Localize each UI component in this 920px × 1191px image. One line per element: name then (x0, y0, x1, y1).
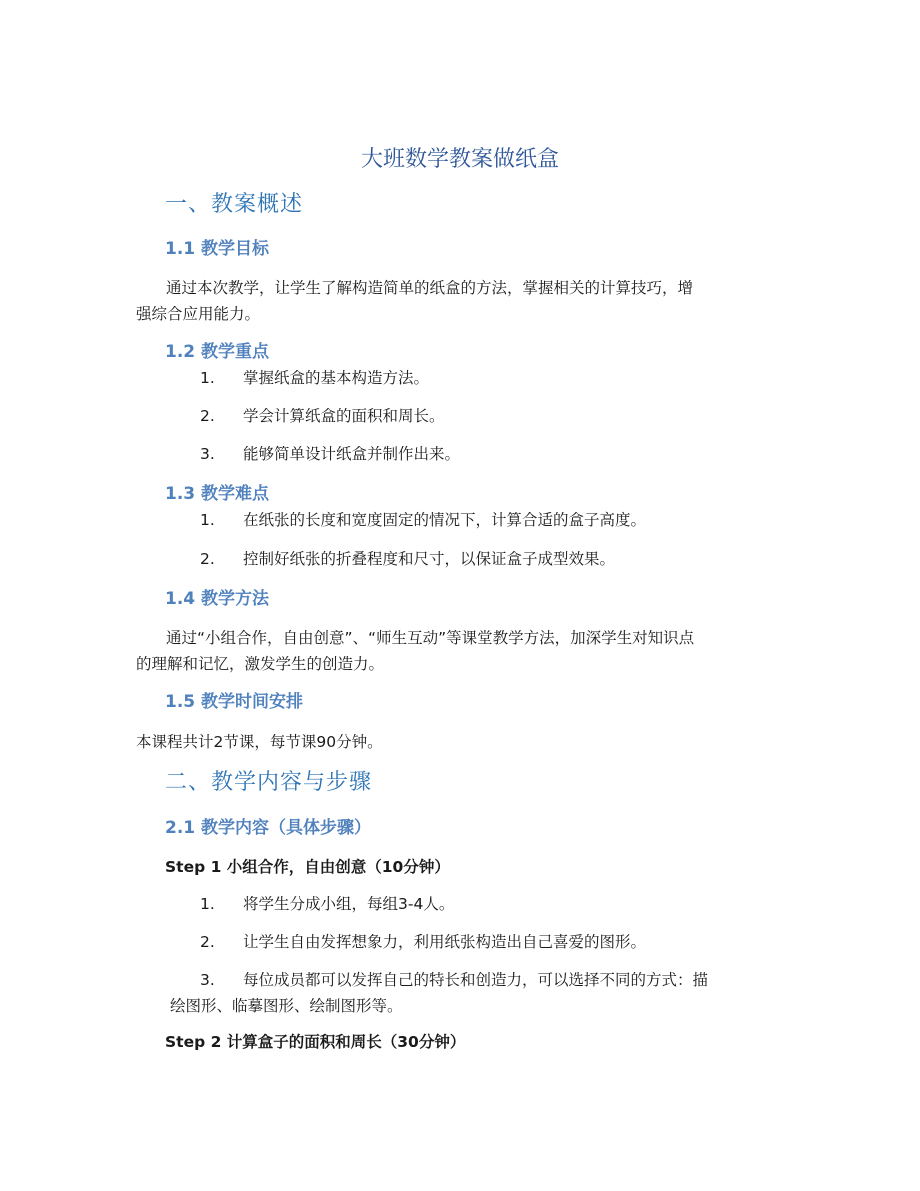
list-number: 3. (200, 445, 215, 463)
subheading-difficulties: 1.3 教学难点 (165, 484, 270, 504)
step-heading: Step 2 计算盒子的面积和周长（30分钟） (165, 1033, 466, 1051)
list-item (200, 365, 790, 391)
list-number: 1. (200, 895, 215, 913)
list-item (170, 967, 790, 1019)
list-item (200, 441, 790, 467)
list-number: 1. (200, 511, 215, 529)
section-heading-overview: 一、教案概述 (165, 192, 304, 217)
list-number: 2. (200, 933, 215, 951)
step-heading: Step 1 小组合作，自由创意（10分钟） (165, 858, 450, 876)
paragraph-teaching-methods (136, 625, 786, 677)
paragraph-line: 的理解和记忆，激发学生的创造力。 (136, 655, 385, 673)
subheading-time-schedule: 1.5 教学时间安排 (165, 692, 304, 712)
paragraph-teaching-goals (136, 275, 786, 327)
list-item (200, 891, 790, 917)
list-text: 将学生分成小组，每组3-4人。 (243, 895, 455, 913)
list-text: 控制好纸张的折叠程度和尺寸，以保证盒子成型效果。 (243, 550, 616, 568)
list-text: 在纸张的长度和宽度固定的情况下，计算合适的盒子高度。 (243, 511, 647, 529)
paragraph-line: 强综合应用能力。 (136, 305, 261, 323)
list-number: 2. (200, 550, 215, 568)
list-text: 每位成员都可以发挥自己的特长和创造力，可以选择不同的方式：描 (243, 971, 709, 989)
list-text: 能够简单设计纸盒并制作出来。 (243, 445, 461, 463)
list-number: 2. (200, 407, 215, 425)
paragraph-line: 通过“小组合作，自由创意”、“师生互动”等课堂教学方法，加深学生对知识点 (166, 629, 695, 647)
list-item (200, 507, 790, 533)
list-text-continuation: 绘图形、临摹图形、绘制图形等。 (170, 997, 403, 1015)
list-item (200, 403, 790, 429)
list-item (200, 929, 790, 955)
paragraph-time-schedule: 本课程共计2节课，每节课90分钟。 (136, 733, 383, 751)
subheading-teaching-content: 2.1 教学内容（具体步骤） (165, 818, 372, 838)
list-text: 让学生自由发挥想象力，利用纸张构造出自己喜爱的图形。 (243, 933, 647, 951)
subheading-key-points: 1.2 教学重点 (165, 342, 270, 362)
paragraph-line: 通过本次教学，让学生了解构造简单的纸盒的方法，掌握相关的计算技巧，增 (166, 279, 694, 297)
list-text: 学会计算纸盒的面积和周长。 (243, 407, 445, 425)
list-text: 掌握纸盒的基本构造方法。 (243, 369, 430, 387)
subheading-teaching-goals: 1.1 教学目标 (165, 239, 270, 259)
subheading-teaching-methods: 1.4 教学方法 (165, 589, 270, 609)
list-number: 3. (200, 971, 215, 989)
section-heading-content-steps: 二、教学内容与步骤 (165, 770, 373, 795)
list-item (200, 546, 790, 572)
document-title: 大班数学教案做纸盒 (360, 147, 559, 172)
list-number: 1. (200, 369, 215, 387)
